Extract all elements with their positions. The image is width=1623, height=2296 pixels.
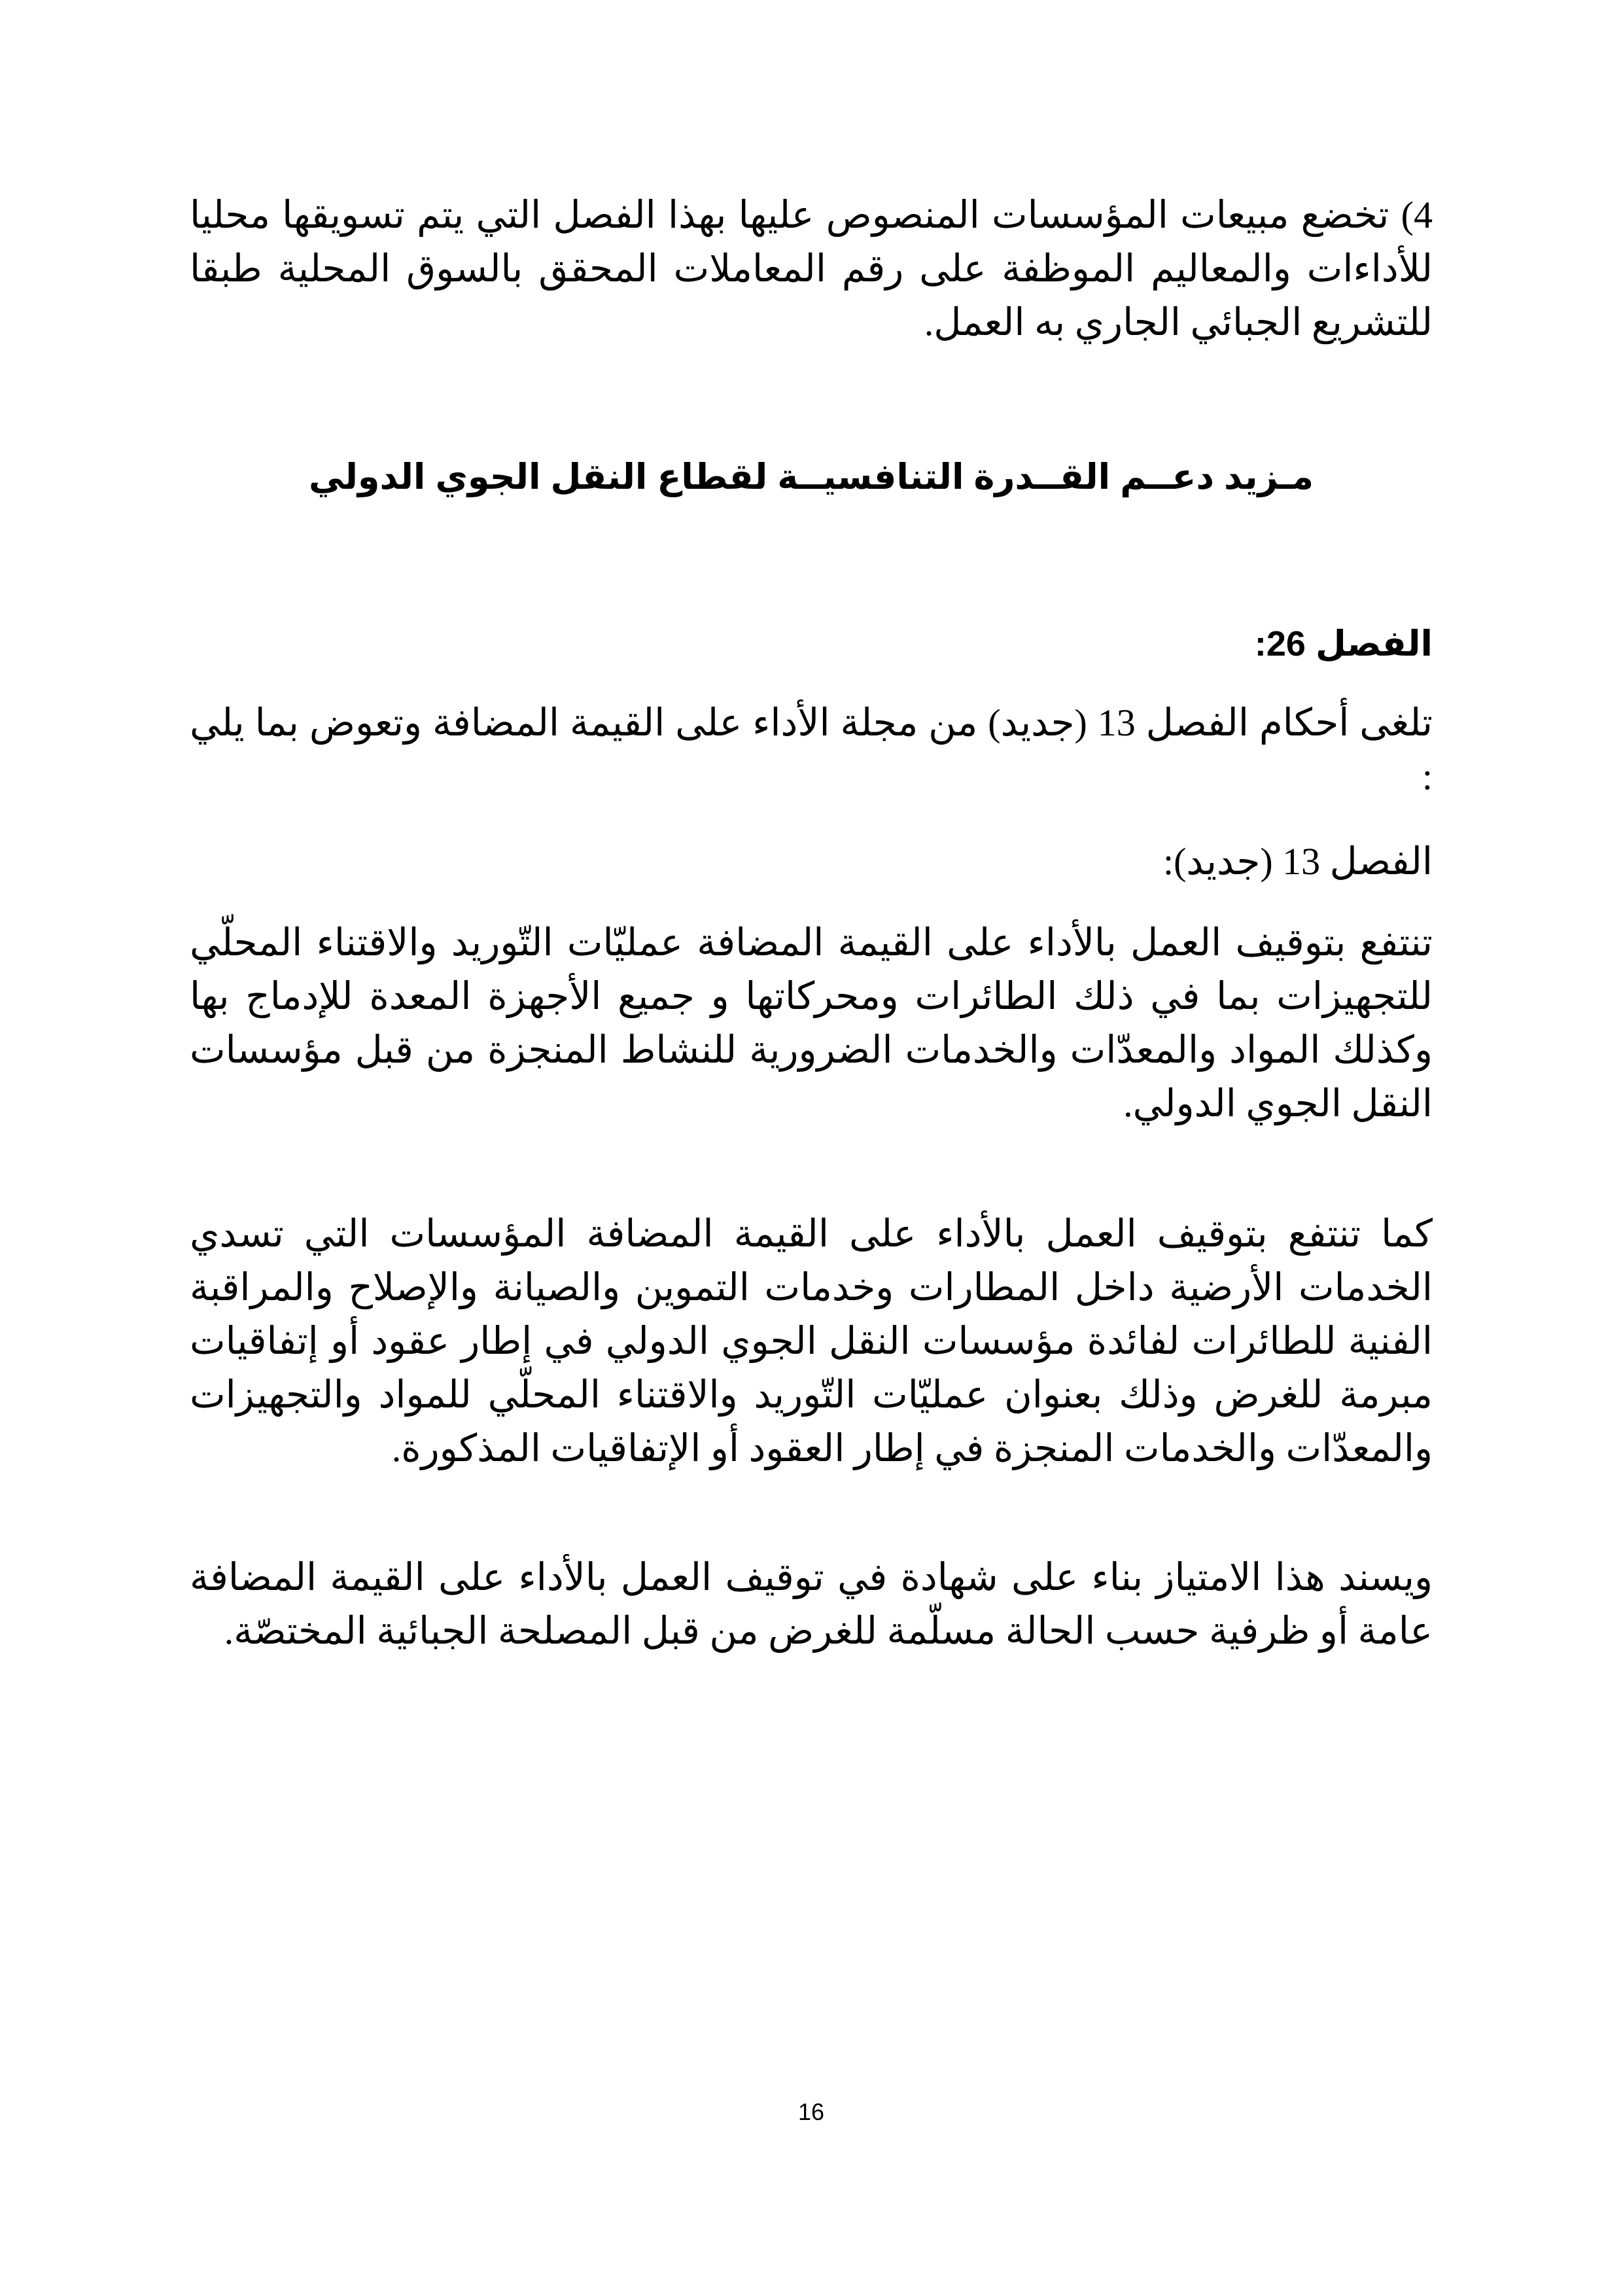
section-heading: مـزيد دعــم القــدرة التنافسيــة لقطاع النقل الجوي الدولي xyxy=(308,457,1314,497)
paragraph-exemption-operations: تنتفع بتوقيف العمل بالأداء على القيمة المضافة عمليّات التّوريد والاقتناء المحلّي للتجهيزات بما في ذلك الطائرات ومحركاتها و جميع الأجهزة المعدة للإدماج بها وكذلك المواد والمعدّات والخدمات الضرورية للنشاط المنجزة من قبل مؤسسات النقل الجوي الدولي. xyxy=(190,921,1433,1125)
paragraph-new-article-label: الفصل 13 (جديد): xyxy=(1163,840,1433,883)
item-number: 4) xyxy=(1401,194,1433,236)
item-text: تخضع مبيعات المؤسسات المنصوص عليها بهذا الفصل التي يتم تسويقها محليا للأداءات والمعاليم الموظفة على رقم المعاملات المحقق بالسوق المحلية طبقا للتشريع الجبائي الجاري به العمل. xyxy=(190,194,1433,344)
page-number: 16 xyxy=(797,2098,825,2125)
numbered-item-4 xyxy=(190,188,1433,349)
paragraph-repeal: تلغى أحكام الفصل 13 (جديد) من مجلة الأداء على القيمة المضافة وتعوض بما يلي : xyxy=(190,701,1433,798)
article-title: الفصل 26: xyxy=(1254,624,1433,663)
paragraph-ground-services: كما تنتفع بتوقيف العمل بالأداء على القيمة المضافة المؤسسات التي تسدي الخدمات الأرضية داخل المطارات وخدمات التموين والصيانة والإصلاح والمراقبة الفنية للطائرات لفائدة مؤسسات النقل الجوي الدولي في إطار عقود أو إتفاقيات مبرمة للغرض وذلك بعنوان عمليّات التّوريد والاقتناء المحلّي للمواد والتجهيزات والمعدّات والخدمات المنجزة في إطار العقود أو الإتفاقيات المذكورة. xyxy=(190,1212,1433,1470)
paragraph-certificate: ويسند هذا الامتياز بناء على شهادة في توقيف العمل بالأداء على القيمة المضافة عامة أو ظرفية حسب الحالة مسلّمة للغرض من قبل المصلحة الجبائية المختصّة. xyxy=(190,1556,1433,1652)
